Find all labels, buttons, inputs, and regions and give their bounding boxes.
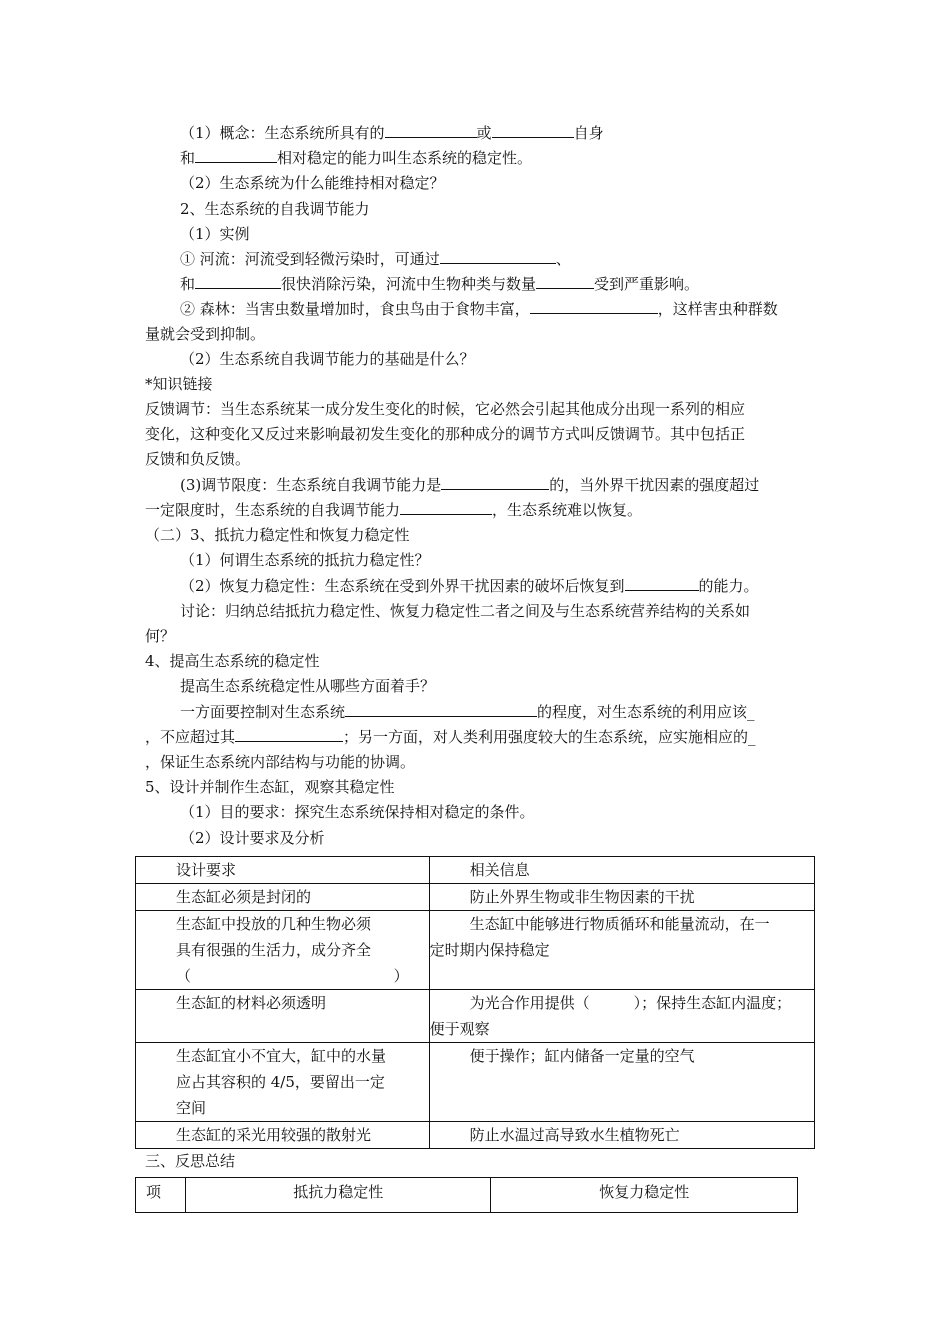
cell-text: ）；保持生态缸内温度；: [633, 994, 792, 1012]
table-header-cell: 抵抗力稳定性: [185, 1178, 491, 1213]
fill-blank[interactable]: [385, 121, 477, 138]
section2-title: 2、生态系统的自我调节能力: [180, 200, 370, 218]
forest-post-text: ，这样害虫种群数: [657, 300, 778, 318]
fill-blank[interactable]: [400, 498, 492, 515]
table-cell: [136, 911, 430, 990]
table-cell: [429, 911, 814, 990]
and-text: 和: [180, 149, 196, 167]
cell-line: 生态缸中能够进行物质循环和能量流动，在一: [469, 915, 770, 933]
fill-blank[interactable]: [492, 121, 574, 138]
river-text: ① 河流：河流受到轻微污染时，可通过: [180, 250, 440, 268]
recover-post-text: 的能力。: [698, 577, 759, 595]
cell-line: 应占其容积的 4/5，要留出一定: [176, 1073, 385, 1091]
section3-title: （二）3、抵抗力稳定性和恢复力稳定性: [145, 526, 410, 544]
discuss-line-2: 何？: [145, 627, 176, 645]
fill-blank[interactable]: [195, 272, 281, 289]
cell-line: 定时期内保持稳定: [429, 941, 550, 959]
limit-2-text: 一定限度时，生态系统的自我调节能力: [145, 501, 401, 519]
design-heading: （2）设计要求及分析: [180, 829, 325, 847]
fill-blank[interactable]: [195, 146, 277, 163]
cell-line: 具有很强的生活力，成分齐全: [176, 941, 372, 959]
fill-blank[interactable]: [440, 247, 556, 264]
table-row: [136, 1043, 815, 1122]
table-cell: 便于操作；缸内储备一定量的空气: [429, 1043, 814, 1122]
improve-1-post-text: 的程度，对生态系统的利用应该_: [537, 703, 755, 721]
cell-line: 生态缸宜小不宜大，缸中的水量: [176, 1047, 387, 1065]
improve-question: 提高生态系统稳定性从哪些方面着手？: [180, 677, 436, 695]
cell-line: 空间: [176, 1099, 207, 1117]
table-row: [136, 884, 815, 911]
concept-post-text: 相对稳定的能力叫生态系统的稳定性。: [277, 149, 533, 167]
limit-line: [180, 473, 759, 497]
table-cell: 防止外界生物或非生物因素的干扰: [429, 884, 814, 911]
limit-2-post-text: ，生态系统难以恢复。: [492, 501, 643, 519]
river-post-text: 受到严重影响。: [594, 275, 700, 293]
table-cell: 生态缸的采光用较强的散射光: [136, 1122, 430, 1149]
forest-line: [180, 297, 778, 321]
feedback-text-3: 反馈和负反馈。: [145, 450, 251, 468]
improve-line-2: [145, 725, 756, 749]
cell-line: 便于观察: [429, 1020, 490, 1038]
knowledge-link-title: *知识链接: [145, 375, 213, 393]
goal-line: （1）目的要求：探究生态系统保持相对稳定的条件。: [180, 803, 535, 821]
improve-line-3: ，保证生态系统内部结构与功能的协调。: [145, 753, 416, 771]
table-header-cell: 设计要求: [136, 857, 430, 884]
section6-title: 三、反思总结: [145, 1152, 236, 1170]
fill-blank[interactable]: [625, 574, 699, 591]
river-line: [180, 247, 571, 271]
fill-blank[interactable]: [345, 700, 537, 717]
fill-blank[interactable]: [536, 272, 594, 289]
table-row: [136, 990, 815, 1043]
example-heading: （1）实例: [180, 225, 250, 243]
table-row: [136, 911, 815, 990]
reflection-table: [135, 1177, 798, 1213]
section5-title: 5、设计并制作生态缸，观察其稳定性: [145, 778, 395, 796]
table-header-cell: 项: [136, 1178, 186, 1213]
table-row: [136, 1122, 815, 1149]
limit-post-text: 的，当外界干扰因素的强度超过: [549, 476, 760, 494]
and-text: 和: [180, 275, 196, 293]
reflection-header-row: [136, 1178, 798, 1213]
table-cell: 防止水温过高导致水生植物死亡: [429, 1122, 814, 1149]
fill-blank[interactable]: [235, 725, 343, 742]
concept-line-2: [180, 146, 532, 170]
forest-line-2: 量就会受到抑制。: [145, 325, 266, 343]
cell-line: [136, 963, 425, 989]
improve-line-1: [180, 700, 755, 724]
limit-text: (3)调节限度：生态系统自我调节能力是: [180, 476, 442, 494]
or-text: 或: [476, 124, 492, 142]
table-header-cell: 相关信息: [429, 857, 814, 884]
design-table: [135, 856, 815, 1149]
table-cell: 生态缸必须是封闭的: [136, 884, 430, 911]
concept-line: [180, 121, 604, 145]
cell-text: 为光合作用提供（: [469, 994, 590, 1012]
improve-2-text: ，不应超过其: [145, 728, 236, 746]
improve-1-text: 一方面要控制对生态系统: [180, 703, 346, 721]
concept-text: （1）概念：生态系统所具有的: [180, 124, 385, 142]
recover-line: [180, 574, 759, 598]
cell-line: [430, 990, 812, 1016]
discuss-line-1: 讨论：归纳总结抵抗力稳定性、恢复力稳定性二者之间及与生态系统营养结构的关系如: [180, 602, 751, 620]
paren-close: ）: [393, 967, 409, 985]
fill-blank[interactable]: [530, 297, 658, 314]
recover-text: （2）恢复力稳定性：生态系统在受到外界干扰因素的破坏后恢复到: [180, 577, 625, 595]
cell-line: 生态缸中投放的几种生物必须: [176, 915, 372, 933]
self-text: 自身: [573, 124, 604, 142]
forest-text: ② 森林：当害虫数量增加时，食虫鸟由于食物丰富，: [180, 300, 530, 318]
paren-open: （: [176, 967, 192, 985]
why-stable-question: （2）生态系统为什么能维持相对稳定？: [180, 174, 445, 192]
feedback-text-2: 变化，这种变化又反过来影响最初发生变化的那种成分的调节方式叫反馈调节。其中包括正: [145, 425, 746, 443]
feedback-text-1: 反馈调节：当生态系统某一成分发生变化的时候，它必然会引起其他成分出现一系列的相应: [145, 400, 746, 418]
table-cell: 生态缸的材料必须透明: [136, 990, 430, 1043]
improve-2-post-text: ；另一方面，对人类利用强度较大的生态系统，应实施相应的_: [343, 728, 756, 746]
limit-line-2: [145, 498, 642, 522]
river-line-2: [180, 272, 699, 296]
table-header-cell: 恢复力稳定性: [491, 1178, 798, 1213]
table-cell: [136, 1043, 430, 1122]
section4-title: 4、提高生态系统的稳定性: [145, 652, 320, 670]
comma-text: 、: [555, 250, 571, 268]
resist-question: （1）何谓生态系统的抵抗力稳定性？: [180, 551, 430, 569]
table-header-row: [136, 857, 815, 884]
fill-blank[interactable]: [441, 473, 549, 490]
basis-question: （2）生态系统自我调节能力的基础是什么？: [180, 350, 475, 368]
river-mid-text: 很快消除污染，河流中生物种类与数量: [281, 275, 537, 293]
table-cell: [429, 990, 814, 1043]
